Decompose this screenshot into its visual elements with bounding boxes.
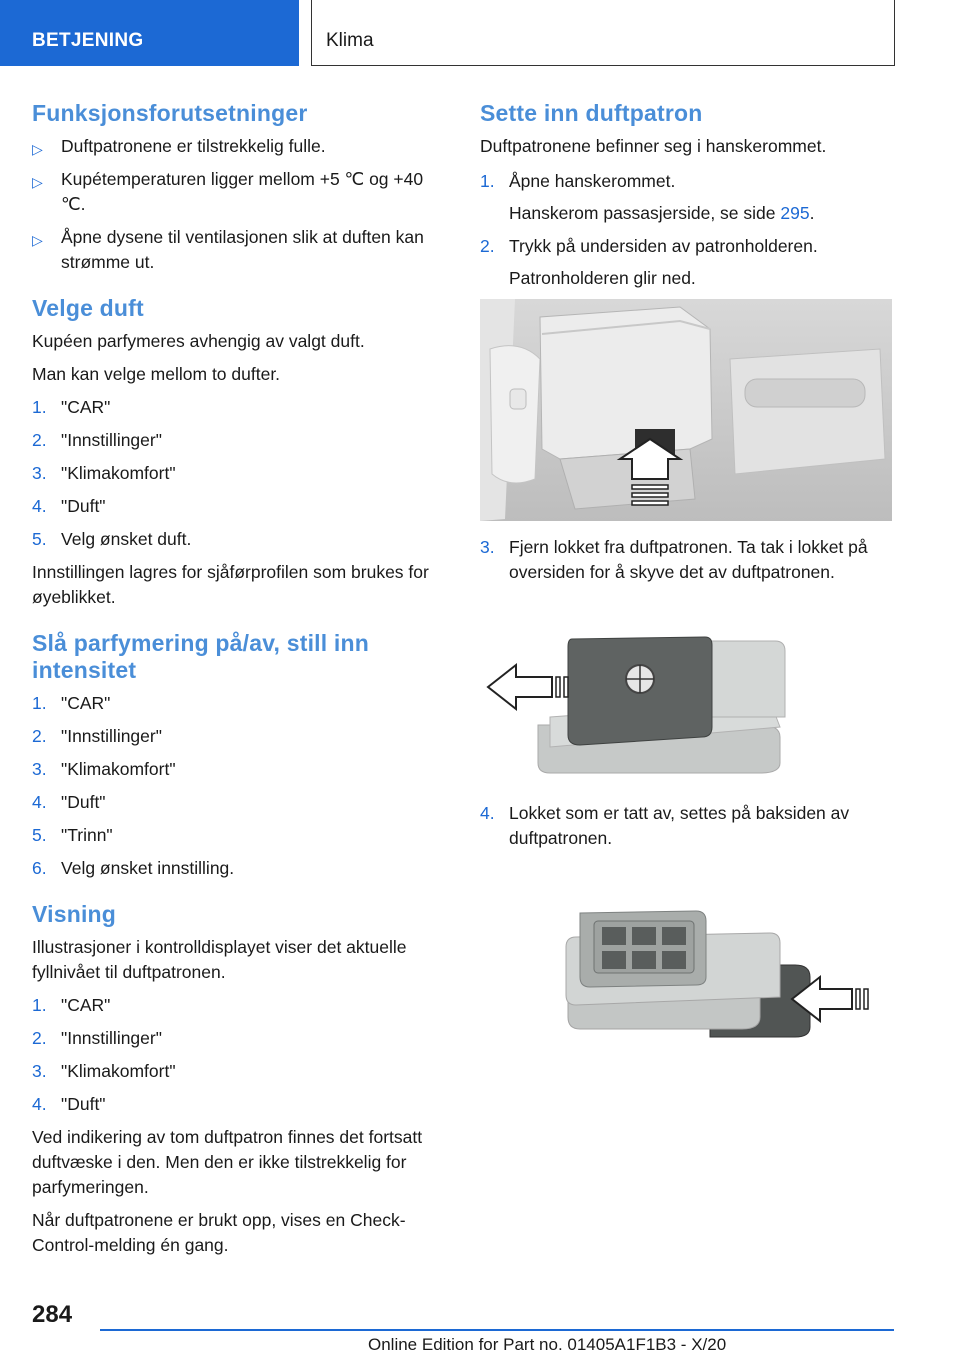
requirements-list (32, 134, 442, 275)
paragraph: Kupéen parfymeres avhengig av valgt duft. (32, 331, 365, 351)
list-item: 2. "Innstillinger" (32, 1028, 162, 1048)
list-item: ▷ Kupétemperaturen ligger mellom +5 ℃ og +40 ℃. (32, 169, 424, 214)
steps-visning (32, 993, 442, 1117)
steps-sette-inn-1 (480, 169, 892, 291)
triangle-bullet-icon: ▷ (32, 232, 43, 248)
steps-sette-inn-2 (480, 535, 892, 585)
list-item: 3. Fjern lokket fra duftpatronen. Ta tak i lokket på oversiden for å skyve det av duftpatronen. (480, 537, 868, 582)
footer-divider (100, 1329, 894, 1331)
step-sub-text: Patronholderen glir ned. (509, 268, 696, 288)
section-label: BETJENING (32, 30, 144, 51)
heading-sette-inn-duftpatron: Sette inn duftpatron (480, 100, 703, 126)
paragraph: Innstillingen lagres for sjåførprofilen som brukes for øyeblikket. (32, 562, 429, 607)
list-item: 1. "CAR" (32, 995, 111, 1015)
list-item: ▷ Duftpatronene er tilstrekkelig fulle. (32, 134, 442, 159)
heading-velge-duft: Velge duft (32, 295, 144, 321)
paragraph: Duftpatronene befinner seg i hanskerommet. (480, 136, 827, 156)
list-item: 3. "Klimakomfort" (32, 463, 176, 483)
list-item: 4. "Duft" (32, 792, 106, 812)
list-item: 2. "Innstillinger" (32, 726, 162, 746)
list-item: 2. Trykk på undersiden av patronholderen. Patronholderen glir ned. (480, 234, 892, 291)
list-item: 1. "CAR" (32, 397, 111, 417)
page-number: 284 (32, 1301, 73, 1328)
heading-funksjonsforutsetninger: Funksjonsforutsetninger (32, 100, 308, 126)
list-item: 2. "Innstillinger" (32, 430, 162, 450)
cartridge-lid-removal-illustration (480, 597, 892, 787)
list-item: 3. "Klimakomfort" (32, 1061, 176, 1081)
paragraph: Når duftpatronene er brukt opp, vises en Check-Control-melding én gang. (32, 1210, 406, 1255)
steps-parfymering (32, 691, 442, 881)
right-column (480, 100, 892, 1047)
heading-visning: Visning (32, 901, 117, 927)
list-item: 4. "Duft" (32, 496, 106, 516)
list-item: 1. "CAR" (32, 693, 111, 713)
list-item: 3. "Klimakomfort" (32, 759, 176, 779)
left-column (32, 100, 442, 1266)
triangle-bullet-icon: ▷ (32, 141, 43, 157)
list-item: 4. Lokket som er tatt av, settes på baksiden av duftpatronen. (480, 803, 850, 848)
page-link[interactable]: 295 (780, 203, 810, 223)
steps-sette-inn-3 (480, 801, 892, 851)
step-sub-text: Hanskerom passasjerside, se side 295. (509, 203, 815, 223)
edition-text: Online Edition for Part no. 01405A1F1B3 - X/20 (368, 1335, 727, 1354)
list-item: 5. Velg ønsket duft. (32, 529, 192, 549)
list-item: 4. "Duft" (32, 1094, 106, 1114)
list-item: ▷ Åpne dysene til ventilasjonen slik at duften kan strømme ut. (32, 227, 424, 272)
list-item: 1. Åpne hanskerommet. Hanskerom passasjerside, se side 295. (480, 169, 892, 226)
glovebox-illustration (480, 299, 892, 521)
cartridge-lid-back-illustration (480, 877, 892, 1047)
steps-velge-duft (32, 395, 442, 552)
triangle-bullet-icon: ▷ (32, 174, 43, 190)
chapter-label: Klima (326, 30, 374, 51)
list-item: 6. Velg ønsket innstilling. (32, 858, 235, 878)
paragraph: Illustrasjoner i kontrolldisplayet viser det aktuelle fyllnivået til duftpatronen. (32, 937, 407, 982)
list-item: 5. "Trinn" (32, 825, 113, 845)
chapter-box (311, 0, 895, 66)
paragraph: Man kan velge mellom to dufter. (32, 364, 281, 384)
paragraph: Ved indikering av tom duftpatron finnes det fortsatt duftvæske i den. Men den er ikke tilstrekkelig for parfymeringen. (32, 1127, 423, 1197)
page-header (0, 0, 960, 66)
heading-parfymering: Slå parfymering på/av, still inn intensitet (32, 630, 370, 683)
section-tab (0, 0, 299, 66)
